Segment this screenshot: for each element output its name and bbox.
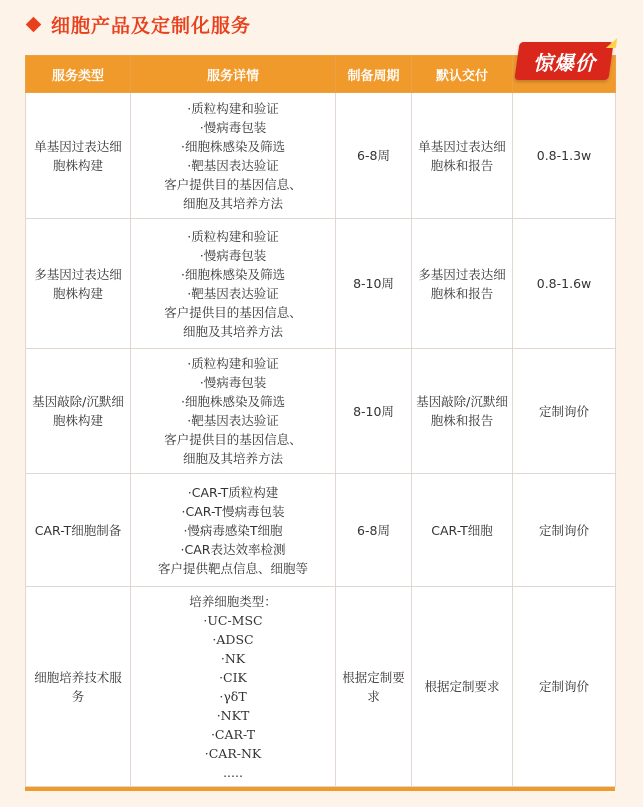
preparation-period-cell: 8-10周 <box>336 349 412 474</box>
default-delivery-cell: 基因敲除/沉默细胞株和报告 <box>412 349 513 474</box>
section-header <box>0 0 643 48</box>
table-row <box>26 587 616 787</box>
detail-line: ·CAR-NK <box>204 745 262 761</box>
detail-line: ·NK <box>220 650 246 666</box>
price-cell: 定制询价 <box>513 587 616 787</box>
detail-line: 客户提供靶点信息、细胞等 <box>157 560 308 576</box>
default-delivery-cell: CAR-T细胞 <box>412 474 513 587</box>
detail-line: ·细胞株感染及筛选 <box>181 266 285 282</box>
detail-line: ·慢病毒包装 <box>199 247 267 263</box>
preparation-period-cell: 根据定制要求 <box>336 587 412 787</box>
service-type-cell: 细胞培养技术服务 <box>26 587 131 787</box>
detail-line: ·细胞株感染及筛选 <box>181 394 285 409</box>
price-badge <box>514 42 613 80</box>
column-header-period: 制备周期 <box>336 56 412 93</box>
price-cell: 0.8-1.6w <box>513 219 616 349</box>
preparation-period-cell: 8-10周 <box>336 219 412 349</box>
detail-line: ·质粒构建和验证 <box>187 228 279 244</box>
detail-line: ·靶基因表达验证 <box>187 413 279 428</box>
section-title: 细胞产品及定制化服务 <box>51 14 252 37</box>
detail-line: ·质粒构建和验证 <box>187 100 279 116</box>
detail-line: ..... <box>223 764 243 780</box>
service-type-cell: 基因敲除/沉默细胞株构建 <box>26 349 131 474</box>
table-row <box>26 474 616 587</box>
price-badge-label: 惊爆价 <box>532 50 596 75</box>
table-header-row <box>26 56 616 93</box>
service-type-cell: 单基因过表达细胞株构建 <box>26 93 131 219</box>
price-cell: 0.8-1.3w <box>513 93 616 219</box>
column-header-details: 服务详情 <box>131 56 336 93</box>
service-details-cell <box>131 219 336 349</box>
preparation-period-cell: 6-8周 <box>336 474 412 587</box>
services-table-container <box>25 50 615 787</box>
detail-line: ·细胞株感染及筛选 <box>181 138 285 154</box>
price-cell: 定制询价 <box>513 349 616 474</box>
default-delivery-cell: 根据定制要求 <box>412 587 513 787</box>
detail-line: ·ADSC <box>212 631 254 647</box>
diamond-bullet-icon <box>26 16 42 32</box>
detail-line: ·NKT <box>216 707 250 723</box>
detail-line: ·γδT <box>219 688 247 704</box>
preparation-period-cell: 6-8周 <box>336 93 412 219</box>
column-header-type: 服务类型 <box>26 56 131 93</box>
detail-line: ·靶基因表达验证 <box>187 157 279 173</box>
detail-line: ·质粒构建和验证 <box>187 356 279 371</box>
detail-line: ·慢病毒包装 <box>199 375 267 390</box>
service-details-cell <box>131 349 336 474</box>
detail-line: ·慢病毒包装 <box>199 119 267 135</box>
detail-line: ·慢病毒感染T细胞 <box>183 522 283 538</box>
column-header-price <box>513 50 616 93</box>
detail-line: ·CAR-T <box>210 726 256 742</box>
price-cell: 定制询价 <box>513 474 616 587</box>
detail-line: 细胞及其培养方法 <box>182 451 283 466</box>
default-delivery-cell: 多基因过表达细胞株和报告 <box>412 219 513 349</box>
detail-line: ·CAR表达效率检测 <box>180 541 286 557</box>
detail-line: ·靶基因表达验证 <box>187 285 279 301</box>
column-header-delivery: 默认交付 <box>412 56 513 93</box>
service-details-cell <box>131 474 336 587</box>
detail-line: 客户提供目的基因信息、 <box>164 176 302 192</box>
table-row <box>26 219 616 349</box>
services-table <box>25 50 616 787</box>
bottom-accent-bar <box>25 787 615 791</box>
detail-line: ·CAR-T质粒构建 <box>187 484 279 500</box>
default-delivery-cell: 单基因过表达细胞株和报告 <box>412 93 513 219</box>
detail-line: ·UC-MSC <box>203 612 263 628</box>
table-row <box>26 349 616 474</box>
table-row <box>26 93 616 219</box>
detail-line: ·CIK <box>219 669 247 685</box>
service-details-cell <box>131 93 336 219</box>
detail-line: 客户提供目的基因信息、 <box>164 304 302 320</box>
detail-line: 细胞及其培养方法 <box>182 323 283 339</box>
service-type-cell: CAR-T细胞制备 <box>26 474 131 587</box>
detail-line: 培养细胞类型： <box>189 593 277 609</box>
detail-line: 客户提供目的基因信息、 <box>164 432 302 447</box>
service-type-cell: 多基因过表达细胞株构建 <box>26 219 131 349</box>
detail-line: 细胞及其培养方法 <box>182 195 283 211</box>
detail-line: ·CAR-T慢病毒包装 <box>181 503 285 519</box>
service-details-cell <box>131 587 336 787</box>
badge-corner-decoration <box>606 38 617 48</box>
